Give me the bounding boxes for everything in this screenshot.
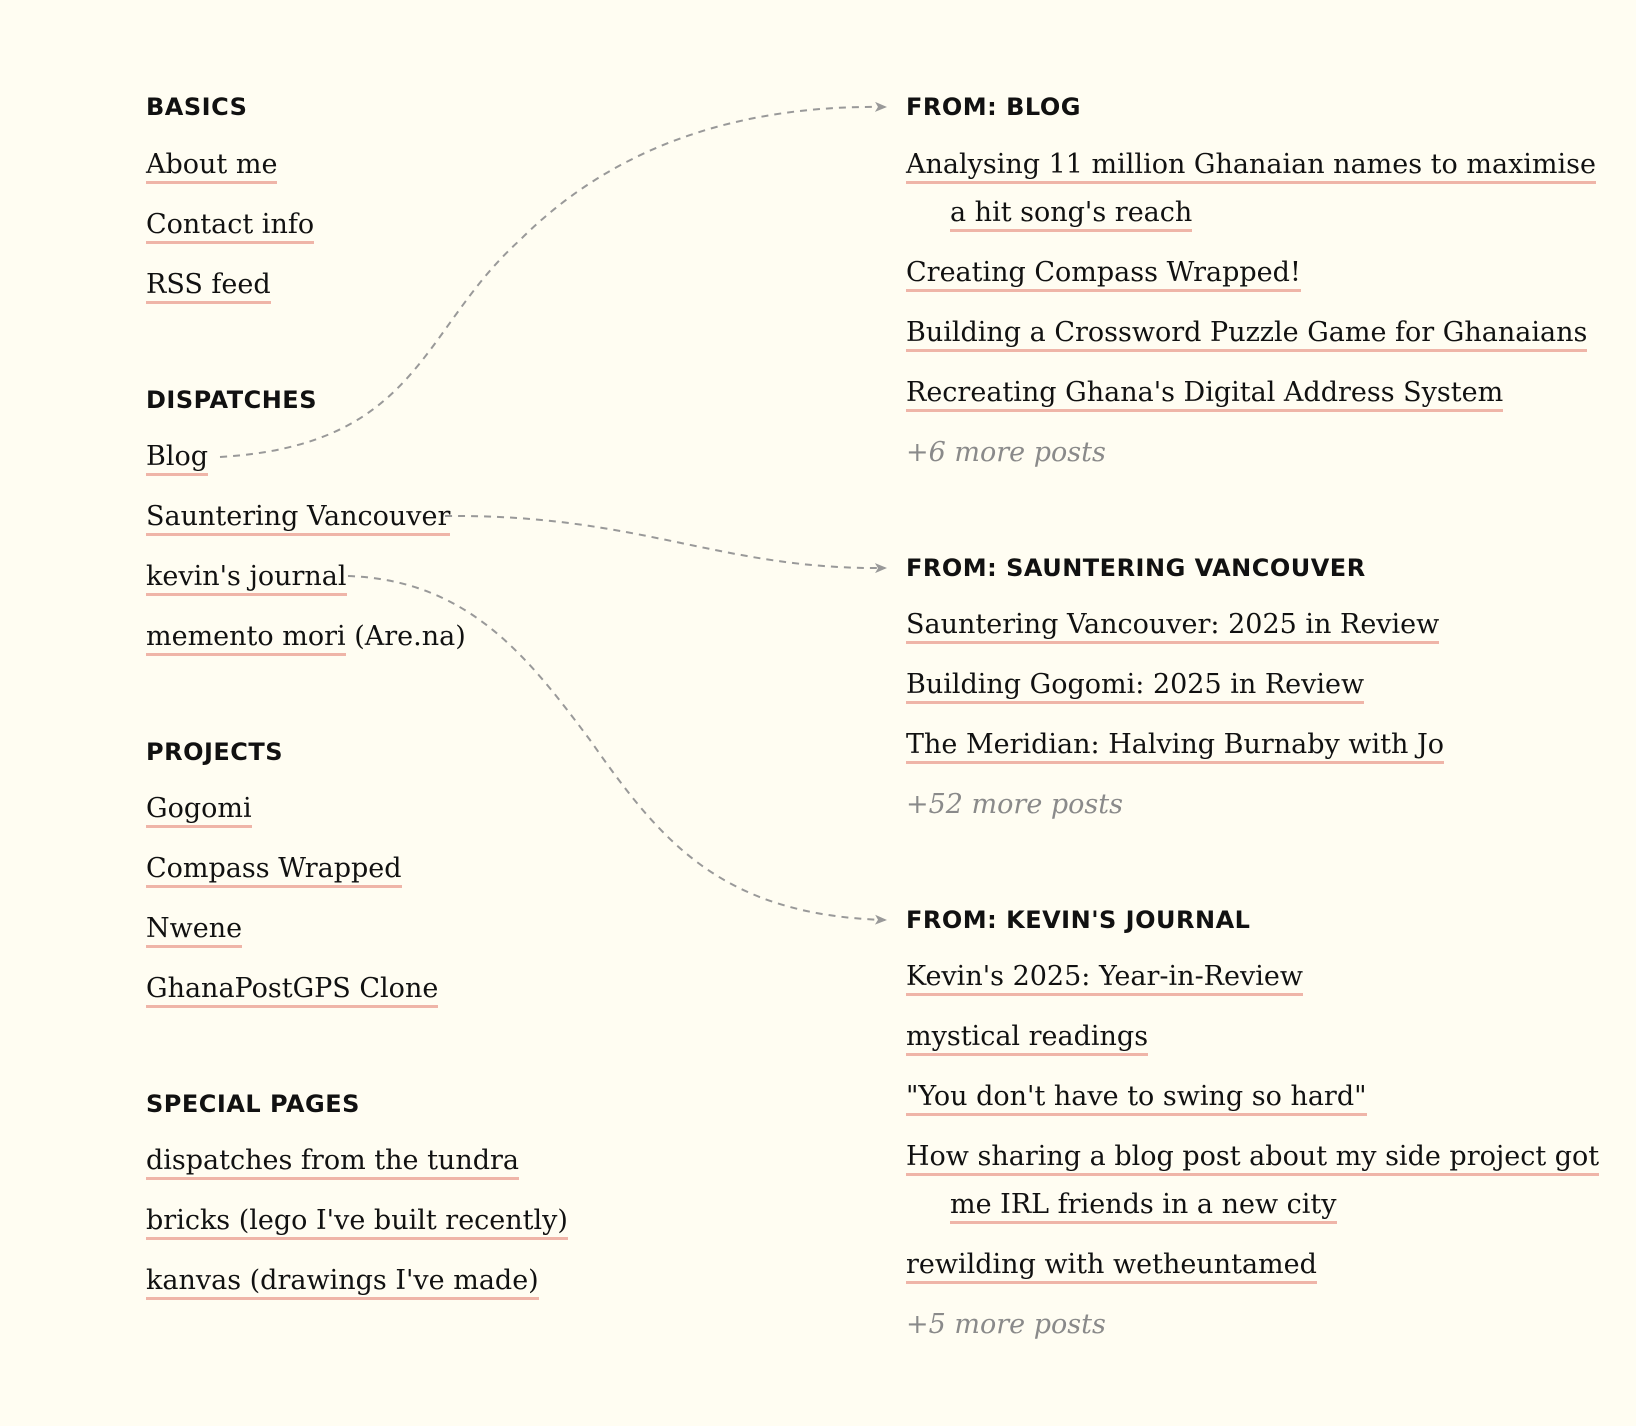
blog-link[interactable]: Blog bbox=[146, 441, 208, 476]
journal-more-posts[interactable]: +5 more posts bbox=[906, 1309, 1106, 1340]
nav-item-tundra[interactable] bbox=[146, 1137, 519, 1185]
nav-item-rss[interactable] bbox=[146, 261, 271, 309]
memento-link[interactable]: memento mori bbox=[146, 621, 346, 656]
journal-post-link[interactable]: "You don't have to swing so hard" bbox=[906, 1081, 1367, 1116]
journal-post[interactable] bbox=[906, 1013, 1148, 1061]
nav-item-about[interactable] bbox=[146, 141, 277, 189]
tundra-link[interactable]: dispatches from the tundra bbox=[146, 1145, 519, 1180]
from-blog-heading: FROM: BLOG bbox=[906, 93, 1081, 121]
about-link[interactable]: About me bbox=[146, 149, 277, 184]
blog-post-link[interactable]: Recreating Ghana's Digital Address System bbox=[906, 377, 1503, 412]
journal-post-link[interactable]: rewilding with wetheuntamed bbox=[906, 1249, 1317, 1284]
blog-more-posts[interactable]: +6 more posts bbox=[906, 437, 1106, 468]
from-journal-heading: FROM: KEVIN'S JOURNAL bbox=[906, 906, 1251, 934]
nav-item-journal[interactable] bbox=[146, 553, 347, 601]
nav-item-blog[interactable] bbox=[146, 433, 208, 481]
nav-item-kanvas[interactable] bbox=[146, 1257, 539, 1305]
blog-post-link[interactable]: Creating Compass Wrapped! bbox=[906, 257, 1301, 292]
journal-post[interactable] bbox=[906, 1133, 1600, 1229]
gogomi-link[interactable]: Gogomi bbox=[146, 793, 252, 828]
journal-post[interactable] bbox=[906, 1073, 1367, 1121]
nav-item-contact[interactable] bbox=[146, 201, 314, 249]
contact-link[interactable]: Contact info bbox=[146, 209, 314, 244]
from-sauntering-heading: FROM: SAUNTERING VANCOUVER bbox=[906, 554, 1366, 582]
sauntering-post[interactable] bbox=[906, 721, 1444, 769]
memento-suffix: (Are.na) bbox=[345, 621, 466, 652]
arrow-blog bbox=[220, 107, 885, 457]
blog-post[interactable] bbox=[906, 141, 1600, 237]
bricks-link[interactable]: bricks (lego I've built recently) bbox=[146, 1205, 568, 1240]
special-heading: SPECIAL PAGES bbox=[146, 1090, 360, 1118]
sauntering-post-link[interactable]: Building Gogomi: 2025 in Review bbox=[906, 669, 1364, 704]
blog-post[interactable] bbox=[906, 249, 1301, 297]
nav-item-ghanapost[interactable] bbox=[146, 965, 438, 1013]
nav-item-gogomi[interactable] bbox=[146, 785, 252, 833]
compass-link[interactable]: Compass Wrapped bbox=[146, 853, 402, 888]
dispatches-heading: DISPATCHES bbox=[146, 386, 317, 414]
sauntering-post[interactable] bbox=[906, 661, 1364, 709]
blog-post[interactable] bbox=[906, 309, 1587, 357]
journal-post-link[interactable]: Kevin's 2025: Year-in-Review bbox=[906, 961, 1303, 996]
nav-item-compass[interactable] bbox=[146, 845, 402, 893]
projects-heading: PROJECTS bbox=[146, 738, 284, 766]
kanvas-link[interactable]: kanvas (drawings I've made) bbox=[146, 1265, 539, 1300]
journal-post-link[interactable]: How sharing a blog post about my side project got me IRL friends in a new city bbox=[906, 1141, 1599, 1224]
nav-item-memento[interactable] bbox=[146, 613, 466, 661]
nav-item-bricks[interactable] bbox=[146, 1197, 568, 1245]
blog-post[interactable] bbox=[906, 369, 1503, 417]
sauntering-post-link[interactable]: Sauntering Vancouver: 2025 in Review bbox=[906, 609, 1439, 644]
blog-post-link[interactable]: Building a Crossword Puzzle Game for Ghanaians bbox=[906, 317, 1587, 352]
journal-post[interactable] bbox=[906, 953, 1303, 1001]
sauntering-link[interactable]: Sauntering Vancouver bbox=[146, 501, 450, 536]
blog-post-link[interactable]: Analysing 11 million Ghanaian names to maximise a hit song's reach bbox=[906, 149, 1596, 232]
sauntering-post[interactable] bbox=[906, 601, 1439, 649]
arrow-sauntering bbox=[445, 516, 885, 568]
journal-link[interactable]: kevin's journal bbox=[146, 561, 347, 596]
sauntering-more-posts[interactable]: +52 more posts bbox=[906, 789, 1123, 820]
journal-post[interactable] bbox=[906, 1241, 1317, 1289]
ghanapost-link[interactable]: GhanaPostGPS Clone bbox=[146, 973, 438, 1008]
journal-post-link[interactable]: mystical readings bbox=[906, 1021, 1148, 1056]
nav-item-nwene[interactable] bbox=[146, 905, 242, 953]
rss-link[interactable]: RSS feed bbox=[146, 269, 271, 304]
nwene-link[interactable]: Nwene bbox=[146, 913, 242, 948]
sauntering-post-link[interactable]: The Meridian: Halving Burnaby with Jo bbox=[906, 729, 1444, 764]
basics-heading: BASICS bbox=[146, 93, 248, 121]
nav-item-sauntering[interactable] bbox=[146, 493, 450, 541]
